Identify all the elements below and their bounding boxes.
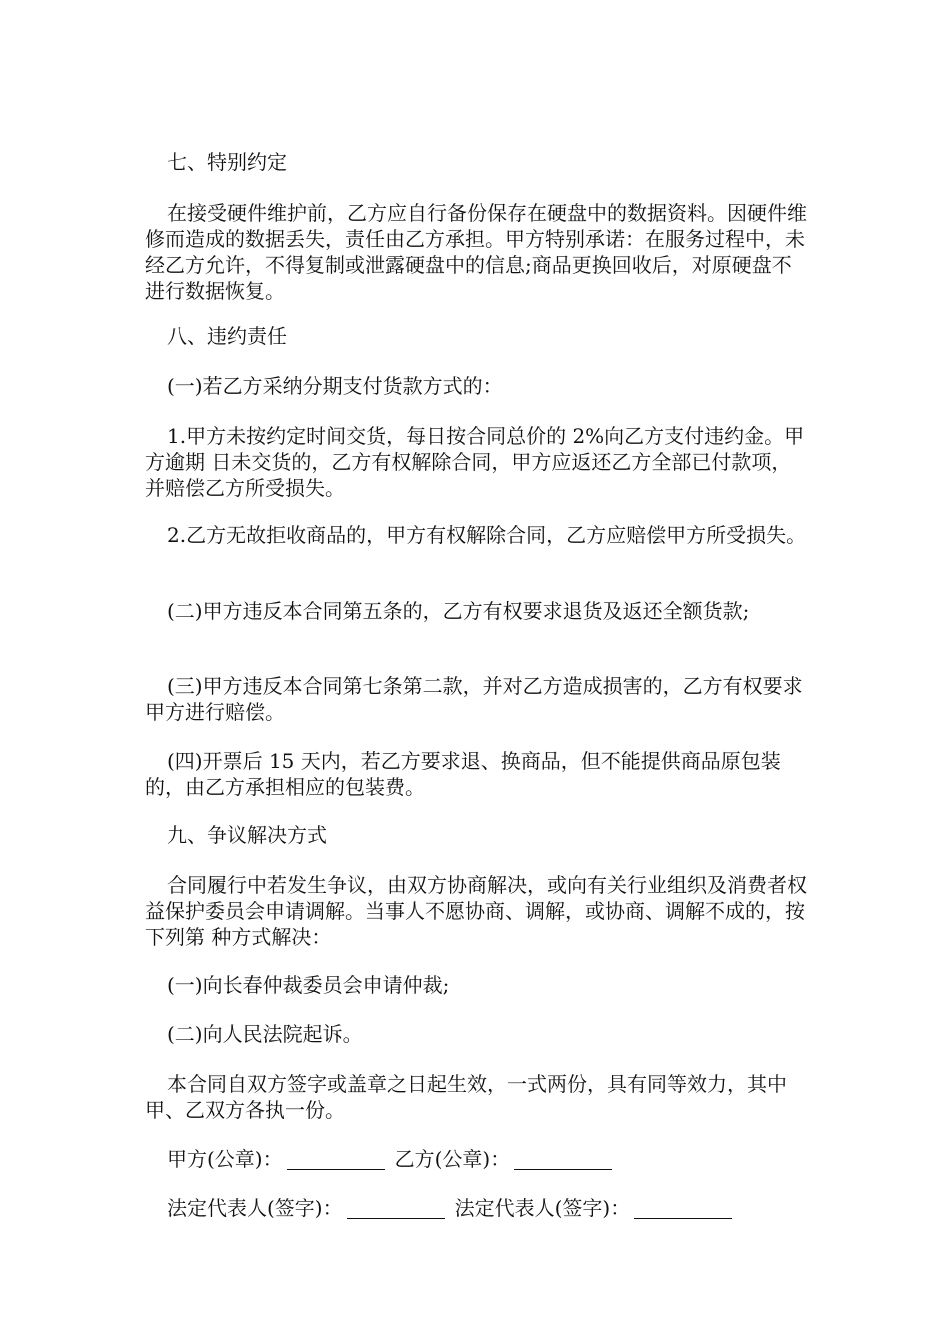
party-b-rep-label: 法定代表人(签字)： bbox=[454, 1196, 631, 1220]
party-b-seal-label: 乙方(公章)： bbox=[394, 1147, 511, 1171]
section-8-item-1: (一)若乙方采纳分期支付货款方式的： bbox=[167, 374, 503, 398]
section-9-option-1: (一)向长春仲裁委员会申请仲裁; bbox=[167, 973, 450, 997]
section-8-item-1-2: 2.乙方无故拒收商品的，甲方有权解除合同，乙方应赔偿甲方所受损失。 bbox=[167, 523, 807, 547]
section-8-heading: 八、违约责任 bbox=[167, 324, 287, 348]
section-7-paragraph: 在接受硬件维护前，乙方应自行备份保存在硬盘中的数据资料。因硬件维修而造成的数据丢失，责任由乙方承担。甲方特别承诺：在服务过程中，未经乙方允许，不得复制或泄露硬盘中的信息;商品更换回收后，对原硬盘不进行数据恢复。 bbox=[145, 201, 807, 303]
section-9-paragraph: 合同履行中若发生争议，由双方协商解决，或向有关行业组织及消费者权益保护委员会申请调解。当事人不愿协商、调解，或协商、调解不成的，按下列第 种方式解决： bbox=[145, 873, 807, 949]
party-a-seal-label: 甲方(公章)： bbox=[167, 1147, 283, 1171]
party-a-rep-blank[interactable] bbox=[347, 1198, 445, 1219]
section-9-option-2: (二)向人民法院起诉。 bbox=[167, 1022, 363, 1046]
section-7-heading: 七、特别约定 bbox=[167, 150, 287, 174]
representative-signature-row bbox=[167, 1195, 742, 1221]
party-a-rep-label: 法定代表人(签字)： bbox=[167, 1196, 343, 1220]
effect-clause: 本合同自双方签字或盖章之日起生效，一式两份，具有同等效力，其中甲、乙双方各执一份。 bbox=[145, 1072, 787, 1122]
section-8-item-4: (四)开票后 15 天内，若乙方要求退、换商品，但不能提供商品原包装的，由乙方承担相应的包装费。 bbox=[145, 749, 781, 799]
section-8-item-2: (二)甲方违反本合同第五条的，乙方有权要求退货及返还全额货款; bbox=[167, 599, 750, 623]
section-8-item-3: (三)甲方违反本合同第七条第二款，并对乙方造成损害的，乙方有权要求甲方进行赔偿。 bbox=[145, 674, 803, 724]
party-b-seal-blank[interactable] bbox=[514, 1149, 612, 1170]
section-8-item-1-1: 1.甲方未按约定时间交货，每日按合同总价的 2%向乙方支付违约金。甲方逾期 日未交货的，乙方有权解除合同，甲方应返还乙方全部已付款项，并赔偿乙方所受损失。 bbox=[145, 424, 805, 500]
section-9-heading: 九、争议解决方式 bbox=[167, 823, 327, 847]
party-b-rep-blank[interactable] bbox=[634, 1198, 732, 1219]
seal-signature-row bbox=[167, 1146, 622, 1172]
party-a-seal-blank[interactable] bbox=[287, 1149, 385, 1170]
